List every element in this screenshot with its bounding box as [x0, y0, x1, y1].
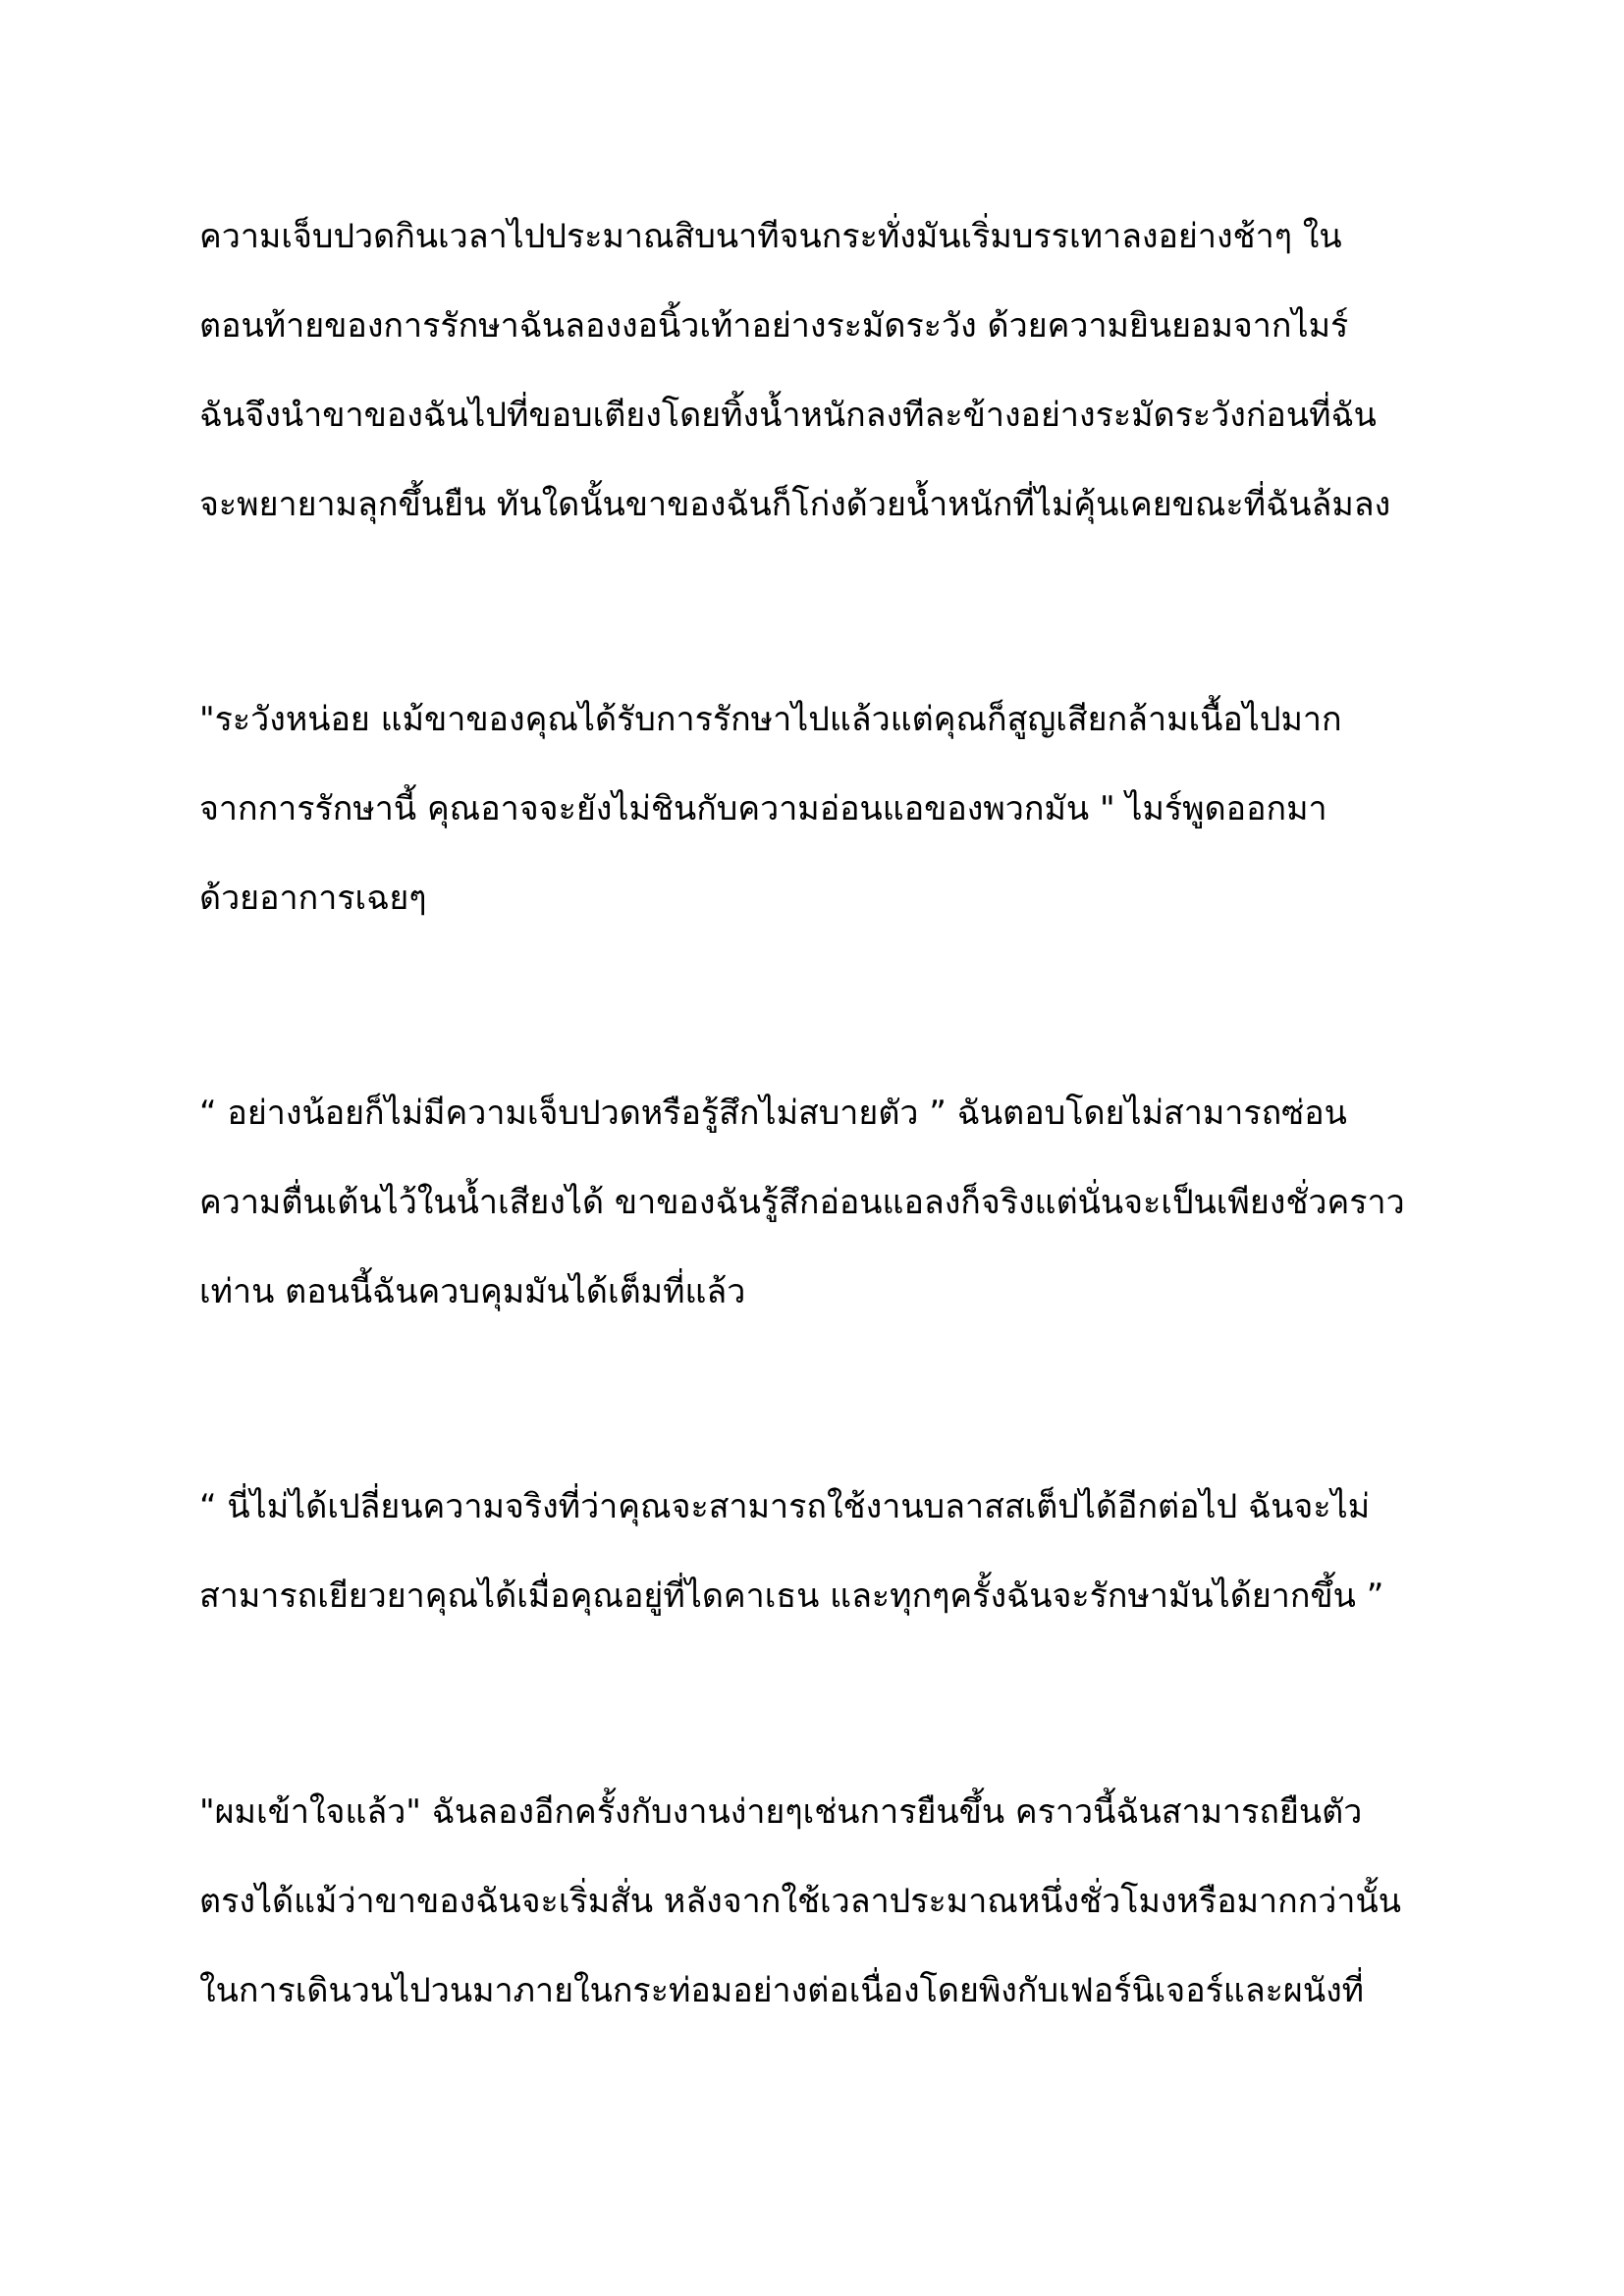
paragraph-1-line-1: ความเจ็บปวดกินเวลาไปประมาณสิบนาทีจนกระทั่งมันเริ่มบรรเทาลงอย่างช้าๆ ใน — [199, 217, 1342, 256]
paragraph-5-line-1: "ผมเข้าใจแล้ว" ฉันลองอีกครั้งกับงานง่ายๆเช่นการยืนขึ้น คราวนี้ฉันสามารถยืนตัว — [199, 1792, 1363, 1832]
paragraph-5 — [199, 1768, 1466, 2036]
paragraph-2-line-3: ด้วยอาการเฉยๆ — [199, 879, 427, 918]
paragraph-3-line-2: ความตื่นเต้นไว้ในน้ำเสียงได้ ขาของฉันรู้สึกอ่อนแอลงก็จริงแต่นั่นจะเป็นเพียงชั่วคราว — [199, 1183, 1405, 1222]
paragraph-1 — [199, 192, 1466, 550]
paragraph-4 — [199, 1463, 1466, 1641]
paragraph-2-line-2: จากการรักษานี้ คุณอาจจะยังไม่ชินกับความอ่อนแอของพวกมัน " ไมร์พูดออกมา — [199, 789, 1327, 828]
paragraph-3-line-3: เท่าน ตอนนี้ฉันควบคุมมันได้เต็มที่แล้ว — [199, 1272, 746, 1311]
paragraph-4-line-1: “ นี่ไม่ได้เปลี่ยนความจริงที่ว่าคุณจะสามารถใช้งานบลาสสเต็ปได้อีกต่อไป ฉันจะไม่ — [199, 1487, 1371, 1526]
paragraph-5-line-2: ตรงได้แม้ว่าขาของฉันจะเริ่มสั่น หลังจากใช้เวลาประมาณหนึ่งชั่วโมงหรือมากกว่านั้น — [199, 1882, 1401, 1921]
paragraph-4-line-2: สามารถเยียวยาคุณได้เมื่อคุณอยู่ที่ไดคาเธน และทุกๆครั้งฉันจะรักษามันได้ยากขึ้น ” — [199, 1576, 1384, 1616]
paragraph-3-line-1: “ อย่างน้อยก็ไม่มีความเจ็บปวดหรือรู้สึกไม่สบายตัว ” ฉันตอบโดยไม่สามารถซ่อน — [199, 1094, 1347, 1133]
paragraph-5-line-3: ในการเดินวนไปวนมาภายในกระท่อมอย่างต่อเนื่องโดยพิงกับเฟอร์นิเจอร์และผนังที่ — [199, 1971, 1365, 2010]
paragraph-1-line-2: ตอนท้ายของการรักษาฉันลองงอนิ้วเท้าอย่างระมัดระวัง ด้วยความยินยอมจากไมร์ — [199, 306, 1349, 346]
paragraph-2-line-1: "ระวังหน่อย แม้ขาของคุณได้รับการรักษาไปแล้วแต่คุณก็สูญเสียกล้ามเนื้อไปมาก — [199, 700, 1342, 739]
paragraph-1-line-4: จะพยายามลุกขึ้นยืน ทันใดนั้นขาของฉันก็โก่งด้วยน้ำหนักที่ไม่คุ้นเคยขณะที่ฉันล้มลง — [199, 485, 1391, 524]
paragraph-1-line-3: ฉันจึงนำขาของฉันไปที่ขอบเตียงโดยทิ้งน้ำหนักลงทีละข้างอย่างระมัดระวังก่อนที่ฉัน — [199, 396, 1377, 435]
paragraph-2 — [199, 675, 1466, 943]
paragraph-3 — [199, 1069, 1466, 1337]
